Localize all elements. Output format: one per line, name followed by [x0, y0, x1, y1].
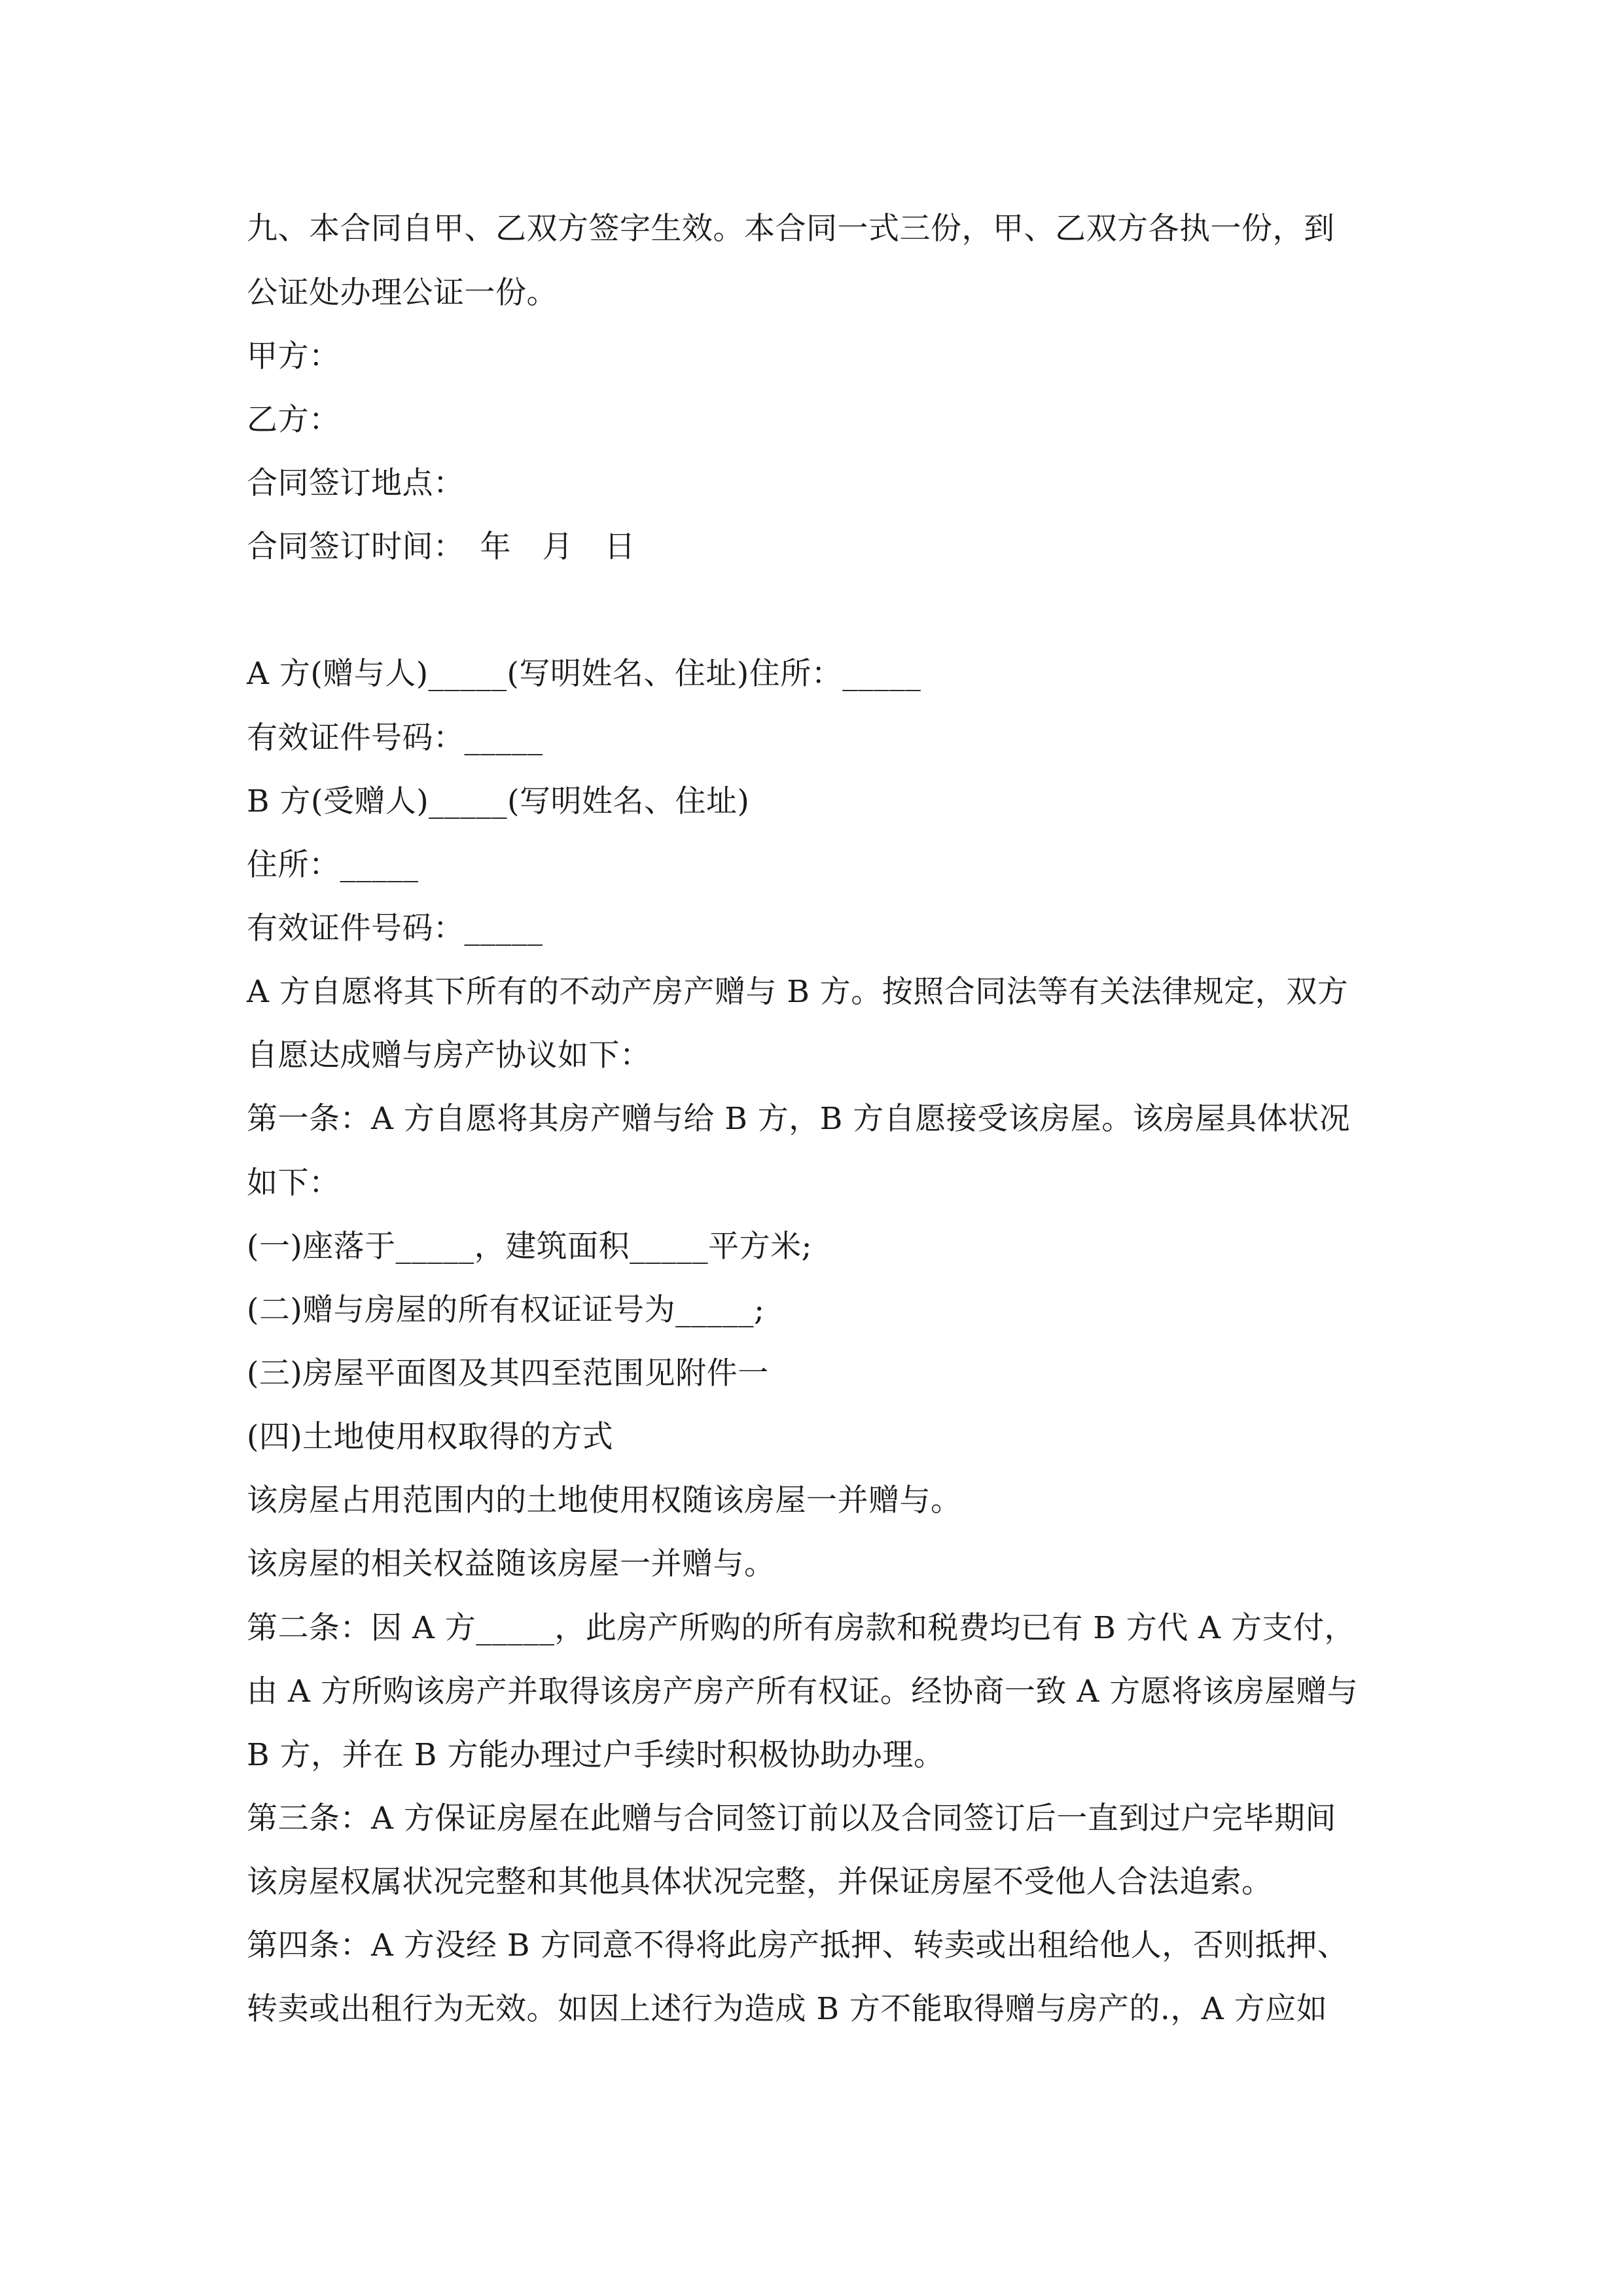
preamble-line-2: 自愿达成赠与房产协议如下：	[247, 1037, 651, 1073]
article-one-line-2: 如下：	[247, 1165, 340, 1201]
party-a-signature-label: 甲方：	[247, 338, 340, 374]
article-one-item-3: (三)房屋平面图及其四至范围见附件一	[247, 1355, 769, 1391]
party-b-id-number-line: 有效证件号码：_____	[247, 910, 543, 946]
related-rights-line: 该房屋的相关权益随该房屋一并赠与。	[247, 1546, 776, 1582]
party-a-donor-line: A 方(赠与人)_____(写明姓名、住址)住所：_____	[247, 656, 921, 692]
party-b-donee-line: B 方(受赠人)_____(写明姓名、住址)	[247, 783, 750, 819]
article-two-line-2: 由 A 方所购该房产并取得该房产房产所有权证。经协商一致 A 方愿将该房屋赠与	[247, 1674, 1359, 1710]
preamble-line-1: A 方自愿将其下所有的不动产房产赠与 B 方。按照合同法等有关法律规定，双方	[247, 974, 1349, 1010]
clause-nine-line-2: 公证处办理公证一份。	[247, 275, 558, 311]
party-a-id-number-line: 有效证件号码：_____	[247, 720, 543, 756]
signing-date-label: 合同签订时间： 年 月 日	[247, 529, 635, 565]
article-four-line-2: 转卖或出租行为无效。如因上述行为造成 B 方不能取得赠与房产的.，A 方应如	[247, 1991, 1328, 2027]
land-use-right-line: 该房屋占用范围内的土地使用权随该房屋一并赠与。	[247, 1482, 962, 1518]
party-b-signature-label: 乙方：	[247, 402, 340, 438]
article-three-line-2: 该房屋权属状况完整和其他具体状况完整，并保证房屋不受他人合法追索。	[247, 1864, 1273, 1900]
article-one-line-1: 第一条：A 方自愿将其房产赠与给 B 方，B 方自愿接受该房屋。该房屋具体状况	[247, 1101, 1351, 1137]
article-one-item-4: (四)土地使用权取得的方式	[247, 1419, 614, 1455]
article-one-item-1: (一)座落于_____，建筑面积_____平方米;	[247, 1229, 813, 1265]
article-one-item-2: (二)赠与房屋的所有权证证号为_____;	[247, 1292, 765, 1328]
article-two-line-1: 第二条：因 A 方_____，此房产所购的所有房款和税费均已有 B 方代 A 方支付，	[247, 1610, 1356, 1646]
article-four-line-1: 第四条：A 方没经 B 方同意不得将此房产抵押、转卖或出租给他人，否则抵押、	[247, 1928, 1349, 1964]
signing-place-label: 合同签订地点：	[247, 465, 465, 501]
article-three-line-1: 第三条：A 方保证房屋在此赠与合同签订前以及合同签订后一直到过户完毕期间	[247, 1801, 1336, 1837]
clause-nine-line-1: 九、本合同自甲、乙双方签字生效。本合同一式三份，甲、乙双方各执一份，到	[247, 211, 1335, 247]
article-two-line-3: B 方，并在 B 方能办理过户手续时积极协助办理。	[247, 1737, 945, 1773]
party-b-address-line: 住所：_____	[247, 847, 419, 883]
